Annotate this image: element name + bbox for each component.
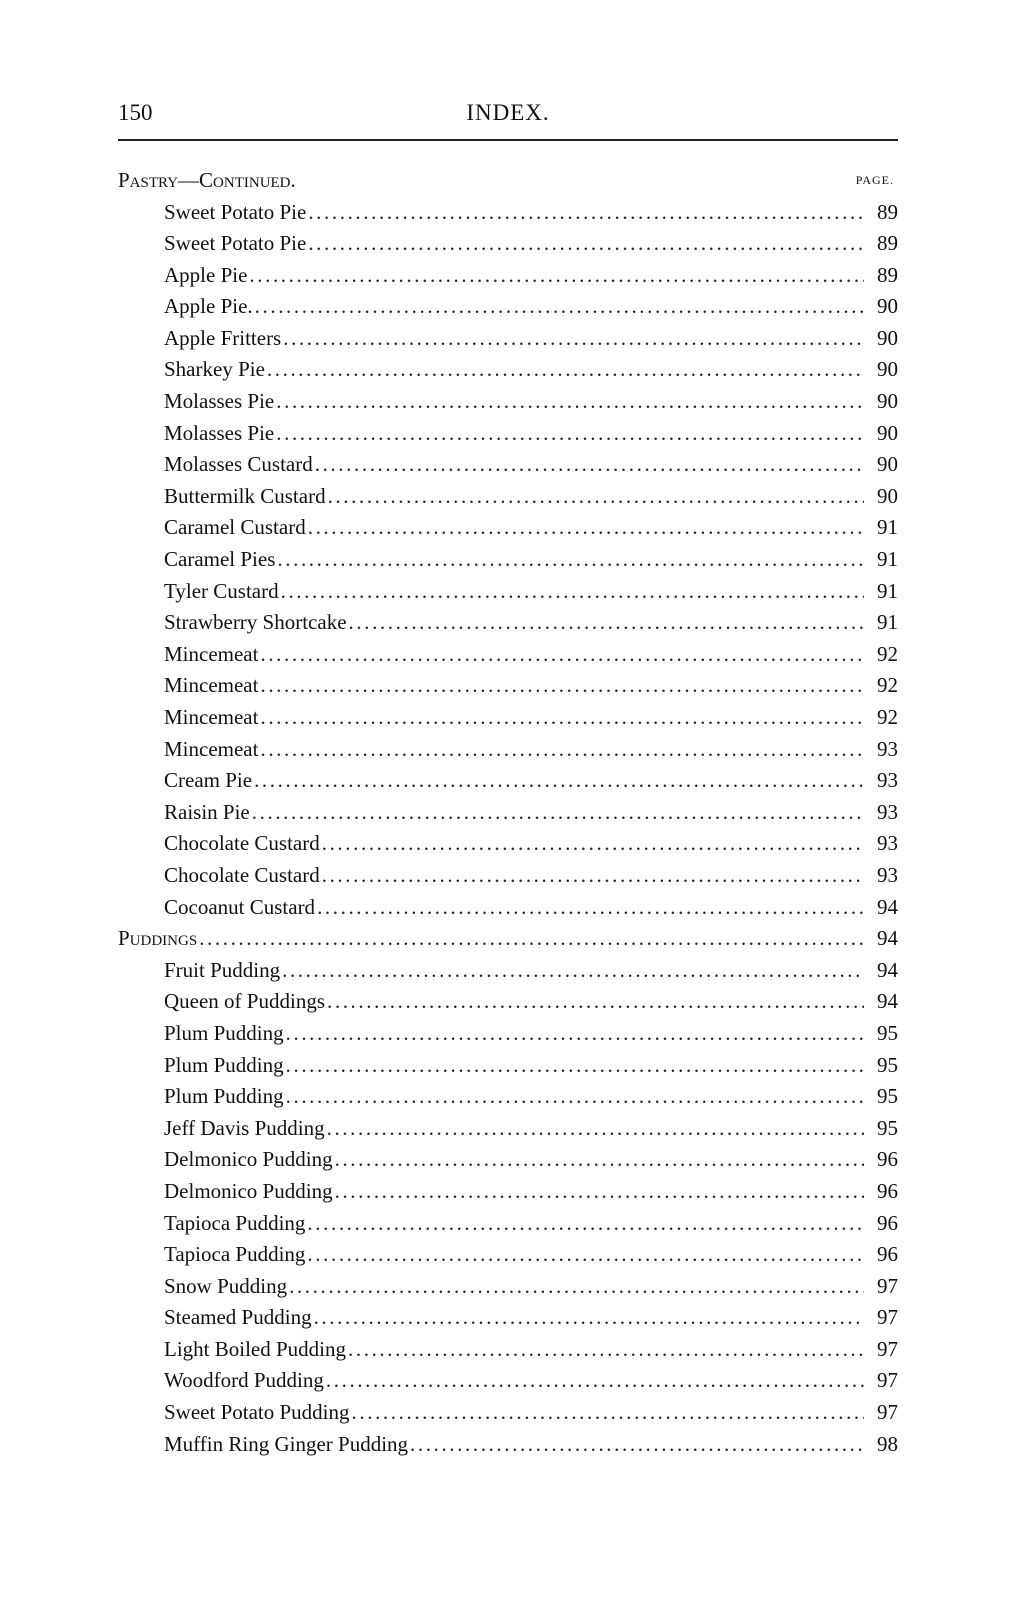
index-entry xyxy=(118,1081,898,1113)
dot-leader xyxy=(197,923,864,955)
dot-leader xyxy=(275,544,864,576)
page-ref: 89 xyxy=(877,262,898,287)
entry-title: Tapioca Pudding xyxy=(164,1242,306,1267)
entry-title: Sweet Potato Pudding xyxy=(164,1400,350,1425)
dot-leader xyxy=(306,512,864,544)
index-entry xyxy=(118,670,898,702)
page-ref: 90 xyxy=(877,420,898,445)
index-entry xyxy=(118,1144,898,1176)
entry-title: Chocolate Custard xyxy=(164,862,320,887)
page-ref: 96 xyxy=(877,1242,898,1267)
entry-title: Sharkey Pie xyxy=(164,357,265,382)
dot-leader xyxy=(284,1050,864,1082)
entry-title: Apple Fritters xyxy=(164,325,282,350)
page-number: 150 xyxy=(118,100,153,125)
entry-title: Fruit Pudding xyxy=(164,957,281,982)
page-ref: 91 xyxy=(877,515,898,540)
entry-title: Steamed Pudding xyxy=(164,1305,312,1330)
index-entry xyxy=(118,481,898,513)
entry-title: Snow Pudding xyxy=(164,1273,288,1298)
index-entry xyxy=(118,955,898,987)
entry-title: Light Boiled Pudding xyxy=(164,1336,347,1361)
section-title: Puddings xyxy=(118,926,198,951)
dot-leader xyxy=(325,1113,864,1145)
index-entry xyxy=(118,1334,898,1366)
index-entry xyxy=(118,291,898,323)
index-entry xyxy=(118,449,898,481)
index-entry xyxy=(118,639,898,671)
page-ref: 97 xyxy=(877,1400,898,1425)
entry-title: Plum Pudding xyxy=(164,1020,284,1045)
index-entry xyxy=(118,797,898,829)
page-ref: 93 xyxy=(877,799,898,824)
entry-title: Caramel Pies xyxy=(164,547,276,572)
dot-leader xyxy=(408,1429,864,1461)
page-ref: 93 xyxy=(877,768,898,793)
page-ref: 94 xyxy=(877,894,898,919)
entry-title: Queen of Puddings xyxy=(164,989,325,1014)
index-entry xyxy=(118,228,898,260)
page-ref: 95 xyxy=(877,1115,898,1140)
dot-leader xyxy=(279,576,864,608)
entry-title: Sweet Potato Pie xyxy=(164,199,307,224)
index-entry xyxy=(118,1271,898,1303)
entry-title: Jeff Davis Pudding xyxy=(164,1115,325,1140)
entry-title: Mincemeat xyxy=(164,673,259,698)
index-entry xyxy=(118,892,898,924)
page-ref: 90 xyxy=(877,452,898,477)
dot-leader xyxy=(347,607,864,639)
page-ref: 97 xyxy=(877,1305,898,1330)
page-ref: 93 xyxy=(877,831,898,856)
index-entry xyxy=(118,576,898,608)
index-entry xyxy=(118,860,898,892)
entry-title: Molasses Pie xyxy=(164,420,275,445)
index-entry xyxy=(118,1113,898,1145)
entry-title: Plum Pudding xyxy=(164,1052,284,1077)
dot-leader xyxy=(320,860,864,892)
dot-leader xyxy=(333,1144,864,1176)
page-ref: 92 xyxy=(877,641,898,666)
page-ref: 91 xyxy=(877,610,898,635)
dot-leader xyxy=(252,765,864,797)
page-ref: 92 xyxy=(877,673,898,698)
index-entry xyxy=(118,1018,898,1050)
pudding-entries xyxy=(118,955,898,1461)
page-ref: 90 xyxy=(877,294,898,319)
dot-leader xyxy=(281,323,864,355)
index-entry xyxy=(118,512,898,544)
entry-title: Sweet Potato Pie xyxy=(164,231,307,256)
entry-title: Strawberry Shortcake xyxy=(164,610,347,635)
dot-leader xyxy=(258,670,864,702)
page-ref: 94 xyxy=(877,926,898,951)
index-entry xyxy=(118,354,898,386)
page-ref: 95 xyxy=(877,1020,898,1045)
dot-leader xyxy=(274,418,864,450)
dot-leader xyxy=(287,1271,864,1303)
page-ref: 96 xyxy=(877,1210,898,1235)
dot-leader xyxy=(325,986,864,1018)
index-entry xyxy=(118,197,898,229)
dot-leader xyxy=(333,1176,864,1208)
dot-leader xyxy=(313,449,864,481)
index-entry xyxy=(118,1302,898,1334)
page-ref: 89 xyxy=(877,231,898,256)
dot-leader xyxy=(305,1208,864,1240)
dot-leader xyxy=(280,955,864,987)
dot-leader xyxy=(305,1239,864,1271)
entry-title: Caramel Custard xyxy=(164,515,306,540)
index-entry xyxy=(118,765,898,797)
page-ref: 97 xyxy=(877,1336,898,1361)
index-entry xyxy=(118,1050,898,1082)
index-entry xyxy=(118,986,898,1018)
index-entry xyxy=(118,828,898,860)
dot-leader xyxy=(258,702,864,734)
entry-title: Delmonico Pudding xyxy=(164,1147,333,1172)
entry-title: Apple Pie. xyxy=(164,294,253,319)
dot-leader xyxy=(265,354,864,386)
entry-title: Plum Pudding xyxy=(164,1084,284,1109)
entry-title: Mincemeat xyxy=(164,705,259,729)
dot-leader xyxy=(350,1397,864,1429)
section-heading-pastry xyxy=(118,165,898,197)
entry-title: Apple Pie xyxy=(164,262,248,287)
dot-leader xyxy=(258,639,864,671)
dot-leader xyxy=(306,197,864,229)
dot-leader xyxy=(274,386,864,418)
dot-leader xyxy=(250,797,864,829)
index-entry xyxy=(118,418,898,450)
dot-leader xyxy=(284,1018,864,1050)
page-ref: 90 xyxy=(877,357,898,382)
index-entry xyxy=(118,1176,898,1208)
index-entry xyxy=(118,734,898,766)
page-ref: 93 xyxy=(877,862,898,887)
page-ref: 94 xyxy=(877,989,898,1014)
page-ref: 90 xyxy=(877,325,898,350)
page-ref: 93 xyxy=(877,736,898,761)
dot-leader xyxy=(326,481,864,513)
page-ref: 97 xyxy=(877,1368,898,1393)
section-title: Pastry—Continued. xyxy=(118,168,296,192)
dot-leader xyxy=(306,228,864,260)
entry-title: Raisin Pie xyxy=(164,799,250,824)
index-entry xyxy=(118,1208,898,1240)
page-ref: 90 xyxy=(877,483,898,508)
page-ref: 90 xyxy=(877,389,898,414)
section-heading-puddings xyxy=(118,923,898,955)
page-ref: 95 xyxy=(877,1052,898,1077)
index-entry xyxy=(118,1365,898,1397)
entry-title: Muffin Ring Ginger Pudding xyxy=(164,1431,409,1456)
index-list xyxy=(118,165,898,1460)
running-head-title: INDEX. xyxy=(466,100,550,125)
page-ref: 98 xyxy=(877,1431,898,1456)
page-ref: 91 xyxy=(877,547,898,572)
entry-title: Buttermilk Custard xyxy=(164,483,326,508)
index-entry xyxy=(118,1239,898,1271)
entry-title: Delmonico Pudding xyxy=(164,1178,333,1203)
page-ref: 92 xyxy=(877,705,898,729)
entry-title: Cocoanut Custard xyxy=(164,894,316,919)
page-header xyxy=(118,100,898,134)
page-ref: 96 xyxy=(877,1147,898,1172)
index-entry xyxy=(118,1397,898,1429)
index-entry xyxy=(118,1429,898,1461)
entry-title: Mincemeat xyxy=(164,736,259,761)
entry-title: Molasses Custard xyxy=(164,452,313,477)
page-ref: 94 xyxy=(877,957,898,982)
index-entry xyxy=(118,607,898,639)
dot-leader xyxy=(253,291,864,323)
header-rule xyxy=(118,139,898,141)
page-ref: 95 xyxy=(877,1084,898,1109)
page-ref: 97 xyxy=(877,1273,898,1298)
dot-leader xyxy=(346,1334,864,1366)
page-ref: 89 xyxy=(877,199,898,224)
dot-leader xyxy=(258,734,864,766)
page-ref: 96 xyxy=(877,1178,898,1203)
entry-title: Tapioca Pudding xyxy=(164,1210,306,1235)
index-entry xyxy=(118,702,898,734)
entry-title: Woodford Pudding xyxy=(164,1368,324,1393)
entry-title: Cream Pie xyxy=(164,768,253,793)
dot-leader xyxy=(320,828,864,860)
entry-title: Chocolate Custard xyxy=(164,831,320,856)
page-column-label: PAGE. xyxy=(855,173,894,187)
dot-leader xyxy=(284,1081,864,1113)
index-entry xyxy=(118,260,898,292)
entry-title: Molasses Pie xyxy=(164,389,275,414)
index-entry xyxy=(118,386,898,418)
page-ref: 91 xyxy=(877,578,898,603)
entry-title: Tyler Custard xyxy=(164,578,279,603)
dot-leader xyxy=(247,260,864,292)
index-entry xyxy=(118,544,898,576)
index-entry xyxy=(118,323,898,355)
dot-leader xyxy=(324,1365,864,1397)
dot-leader xyxy=(312,1302,864,1334)
dot-leader xyxy=(315,892,864,924)
pastry-entries xyxy=(118,197,898,924)
entry-title: Mincemeat xyxy=(164,641,259,666)
